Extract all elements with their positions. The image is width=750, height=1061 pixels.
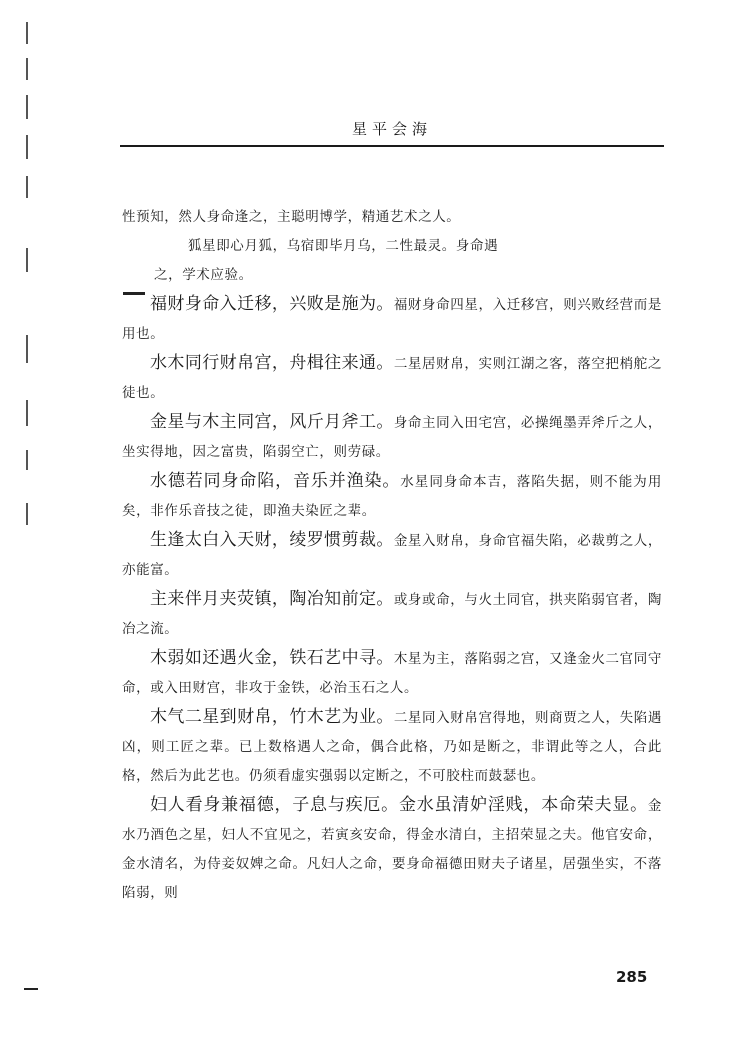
verse: 福财身命入迁移，兴败是施为。 bbox=[150, 294, 394, 314]
paragraph bbox=[122, 203, 662, 232]
paragraph bbox=[122, 703, 662, 791]
margin-mark bbox=[26, 248, 28, 272]
verse: 水德若同身命陷，音乐并渔染。 bbox=[150, 471, 401, 491]
page-number: 285 bbox=[616, 968, 648, 986]
page-header: 星平会海 bbox=[351, 120, 432, 138]
commentary: 金水乃酒色之星，妇人不宜见之，若寅亥安命，得金水清白，主招荣显之夫。他官安命，金水清名，为侍妾奴婢之命。凡妇人之命，要身命福德田财夫子诸星，居强坐实，不落陷弱，则 bbox=[122, 798, 662, 901]
margin-mark bbox=[26, 135, 28, 159]
commentary: 二星同入财帛宫得地，则商贾之人，失陷遇凶，则工匠之辈。已上数格遇人之命，偶合此格，乃如是断之，非谓此等之人，合此格，然后为此艺也。仍须看虚实强弱以定断之，不可胶柱而鼓瑟也。 bbox=[122, 710, 662, 784]
page-body bbox=[122, 203, 662, 908]
ink-dash bbox=[24, 988, 38, 990]
commentary: 身命主同入田宅宫，必操绳墨弄斧斤之人，坐实得地，因之富贵，陷弱空亡，则劳碌。 bbox=[122, 415, 662, 460]
paragraph bbox=[122, 644, 662, 703]
note-text: 狐星即心月狐，乌宿即毕月乌，二性最灵。身命遇 bbox=[188, 238, 499, 254]
verse: 水木同行财帛宫，舟楫往来通。 bbox=[150, 353, 394, 373]
paragraph bbox=[122, 467, 662, 526]
commentary: 水星同身命本吉，落陷失据，则不能为用矣，非作乐音技之徒，即渔夫染匠之辈。 bbox=[122, 474, 662, 519]
commentary: 金星入财帛，身命官福失陷，必裁剪之人，亦能富。 bbox=[122, 533, 662, 578]
verse: 生逢太白入天财，绫罗惯剪裁。 bbox=[150, 530, 394, 550]
verse: 金星与木主同宫，风斤月斧工。 bbox=[150, 412, 394, 432]
margin-mark bbox=[26, 58, 28, 80]
paragraph bbox=[122, 526, 662, 585]
margin-mark bbox=[26, 95, 28, 119]
verse: 木弱如还遇火金，铁石艺中寻。 bbox=[150, 648, 394, 668]
commentary: 性预知，然人身命逢之，主聪明博学，精通艺术之人。 bbox=[122, 209, 461, 225]
margin-mark bbox=[26, 450, 28, 470]
paragraph bbox=[122, 791, 662, 908]
paragraph bbox=[122, 585, 662, 644]
margin-mark bbox=[26, 22, 28, 44]
paragraph bbox=[122, 349, 662, 408]
margin-mark bbox=[26, 503, 28, 525]
verse: 妇人看身兼福德，子息与疾厄。金水虽清妒淫贱，本命荣夫显。 bbox=[150, 795, 648, 815]
commentary: 或身或命，与火土同官，拱夹陷弱官者，陶冶之流。 bbox=[122, 592, 662, 637]
verse: 木气二星到财帛，竹木艺为业。 bbox=[150, 707, 394, 727]
margin-mark bbox=[26, 400, 28, 426]
verse: 主来伴月夹荧镇，陶冶知前定。 bbox=[150, 589, 394, 609]
margin-mark bbox=[26, 176, 28, 198]
margin-mark bbox=[26, 335, 28, 363]
paragraph bbox=[122, 408, 662, 467]
commentary: 二星居财帛，实则江湖之客，落空把梢舵之徒也。 bbox=[122, 356, 662, 401]
commentary: 木星为主，落陷弱之宫，又逢金火二官同守命，或入田财宫，非攻于金铁，必治玉石之人。 bbox=[122, 651, 662, 696]
header-rule bbox=[120, 145, 664, 147]
note-continuation: 之，学术应验。 bbox=[154, 267, 253, 283]
commentary: 福财身命四星，入迁移宫，则兴败经营而是用也。 bbox=[122, 297, 662, 342]
note-paragraph bbox=[122, 232, 662, 290]
paragraph bbox=[122, 290, 662, 349]
